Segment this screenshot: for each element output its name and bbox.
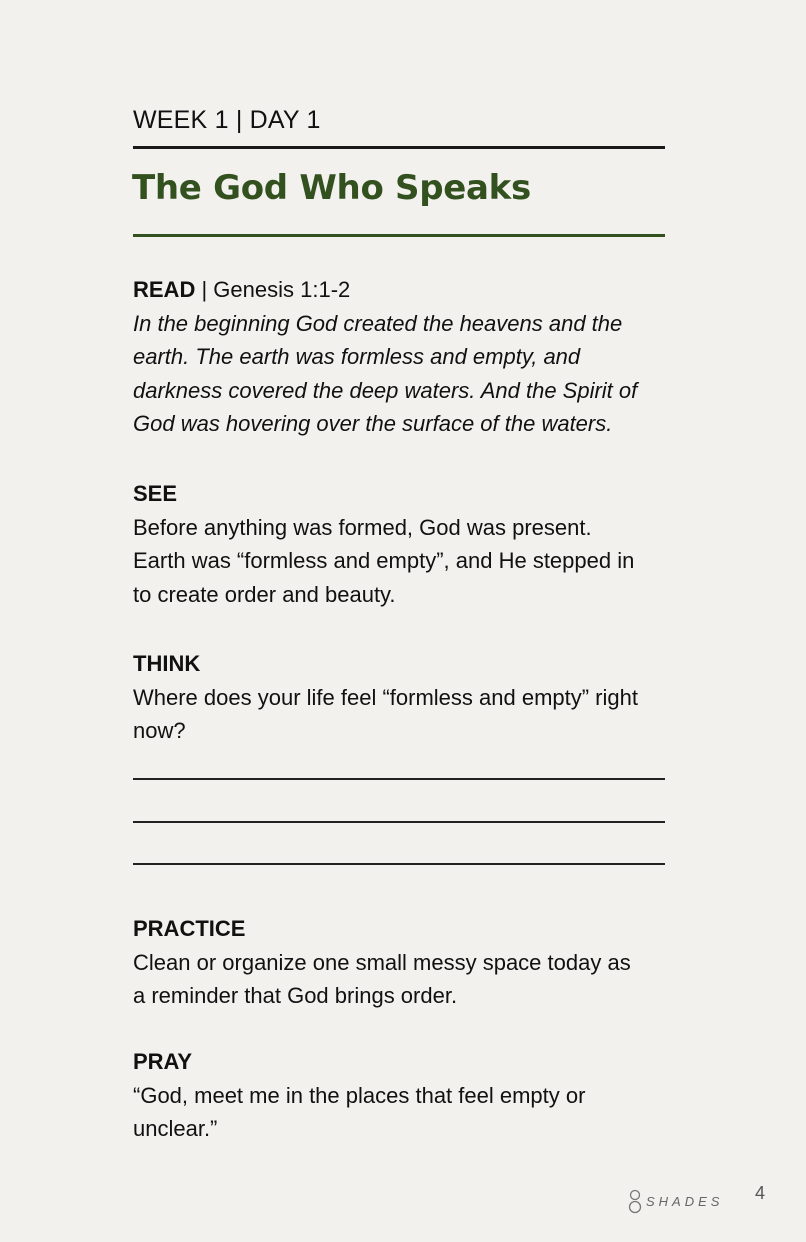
- see-section: [133, 477, 693, 611]
- header-divider-bottom: [133, 234, 665, 237]
- answer-line[interactable]: [133, 863, 665, 865]
- see-text-line: to create order and beauty.: [133, 581, 396, 607]
- read-verse-line: darkness covered the deep waters. And the Spirit of: [133, 377, 638, 403]
- pray-text-line: unclear.”: [133, 1116, 218, 1141]
- footer-logo: [628, 1186, 723, 1216]
- practice-text-line: a reminder that God brings order.: [133, 983, 458, 1008]
- pray-text-line: “God, meet me in the places that feel empty or: [133, 1082, 586, 1108]
- page-title: The God Who Speaks: [132, 168, 531, 208]
- think-label: THINK: [133, 651, 201, 676]
- think-text-line: now?: [133, 718, 186, 743]
- think-text-line: Where does your life feel “formless and empty” right: [133, 684, 638, 710]
- read-separator: |: [195, 277, 214, 302]
- pray-section: [133, 1045, 693, 1146]
- read-heading: [133, 273, 693, 307]
- practice-section: [133, 912, 693, 1013]
- read-verse-line: In the beginning God created the heavens and the: [133, 310, 623, 336]
- brand-name: SHADES: [646, 1193, 724, 1209]
- answer-line[interactable]: [133, 778, 665, 780]
- practice-text-line: Clean or organize one small messy space today as: [133, 949, 631, 975]
- practice-label: PRACTICE: [133, 916, 246, 941]
- answer-line[interactable]: [133, 821, 665, 823]
- read-verse-line: God was hovering over the surface of the waters.: [133, 411, 613, 436]
- read-label: READ: [133, 277, 196, 302]
- read-reference: Genesis 1:1-2: [213, 277, 351, 302]
- pray-label: PRAY: [133, 1049, 193, 1074]
- week-day-label: WEEK 1 | DAY 1: [133, 106, 321, 134]
- see-text-line: Earth was “formless and empty”, and He stepped in: [133, 548, 635, 573]
- think-section: [133, 647, 693, 748]
- page-number: 4: [755, 1183, 766, 1203]
- header-divider-top: [133, 146, 665, 149]
- read-verse-line: earth. The earth was formless and empty, and: [133, 344, 581, 369]
- read-section: [133, 273, 693, 441]
- see-label: SEE: [133, 481, 178, 506]
- see-text-line: Before anything was formed, God was present.: [133, 514, 592, 540]
- shades-logo-icon: [628, 1186, 642, 1216]
